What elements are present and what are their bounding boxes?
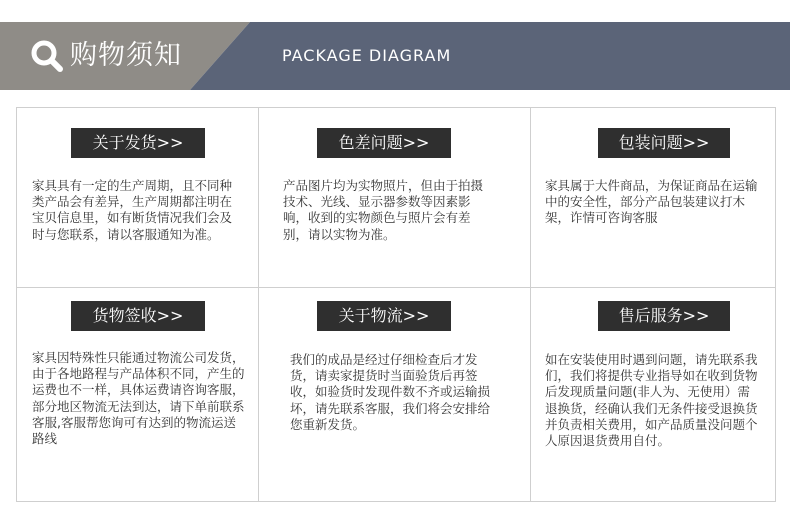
- card-packaging: [531, 108, 775, 288]
- page-subtitle: PACKAGE DIAGRAM: [282, 46, 452, 65]
- card-title-packaging: 包装问题>>: [598, 128, 730, 158]
- search-icon: [30, 39, 64, 73]
- card-shipping: [17, 108, 259, 288]
- card-text-packaging: 家具属于大件商品，为保证商品在运输中的安全性，部分产品包装建议打木架，诈情可咨询客服: [545, 178, 758, 226]
- card-text-after-sales: 如在安装使用时遇到问题，请先联系我们，我们将提供专业指导如在收到货物后发现质量问题(非人为、无使用）需退换货，经确认我们无条件接受退换货并负责相关费用，如产品质量没问题个人原因退货费用自付。: [545, 352, 758, 449]
- notice-grid: [16, 107, 776, 502]
- card-title-logistics: 关于物流>>: [317, 301, 451, 331]
- card-logistics: [259, 288, 531, 501]
- card-title-shipping: 关于发货>>: [71, 128, 205, 158]
- card-color-difference: [259, 108, 531, 288]
- card-title-color-difference: 色差问题>>: [317, 128, 451, 158]
- header-right-panel: [190, 22, 790, 90]
- card-text-color-difference: 产品图片均为实物照片，但由于拍摄技术、光线、显示器参数等因素影响，收到的实物颜色与照片会有差别，请以实物为准。: [283, 178, 484, 242]
- card-title-receipt: 货物签收>>: [71, 301, 205, 331]
- card-after-sales: [531, 288, 775, 501]
- card-text-receipt: 家具因特殊性只能通过物流公司发货，由于各地路程与产品体积不同，产生的运费也不一样，具体运费请咨询客服，部分地区物流无法到达，请下单前联系客服,客服帮您询可有达到的物流运送路线: [32, 350, 245, 447]
- page-title: 购物须知: [70, 40, 182, 71]
- card-title-after-sales: 售后服务>>: [598, 301, 730, 331]
- card-receipt: [17, 288, 259, 501]
- header-banner: [0, 22, 790, 90]
- card-text-shipping: 家具具有一定的生产周期，且不同种类产品会有差异，生产周期都注明在宝贝信息里，如有断货情况我们会及时与您联系，请以客服通知为准。: [32, 178, 233, 242]
- card-text-logistics: 我们的成品是经过仔细检查后才发货，请卖家提货时当面验货后再签收，如验货时发现件数不齐或运输损坏，请先联系客服，我们将会安排给您重新发货。: [290, 352, 491, 432]
